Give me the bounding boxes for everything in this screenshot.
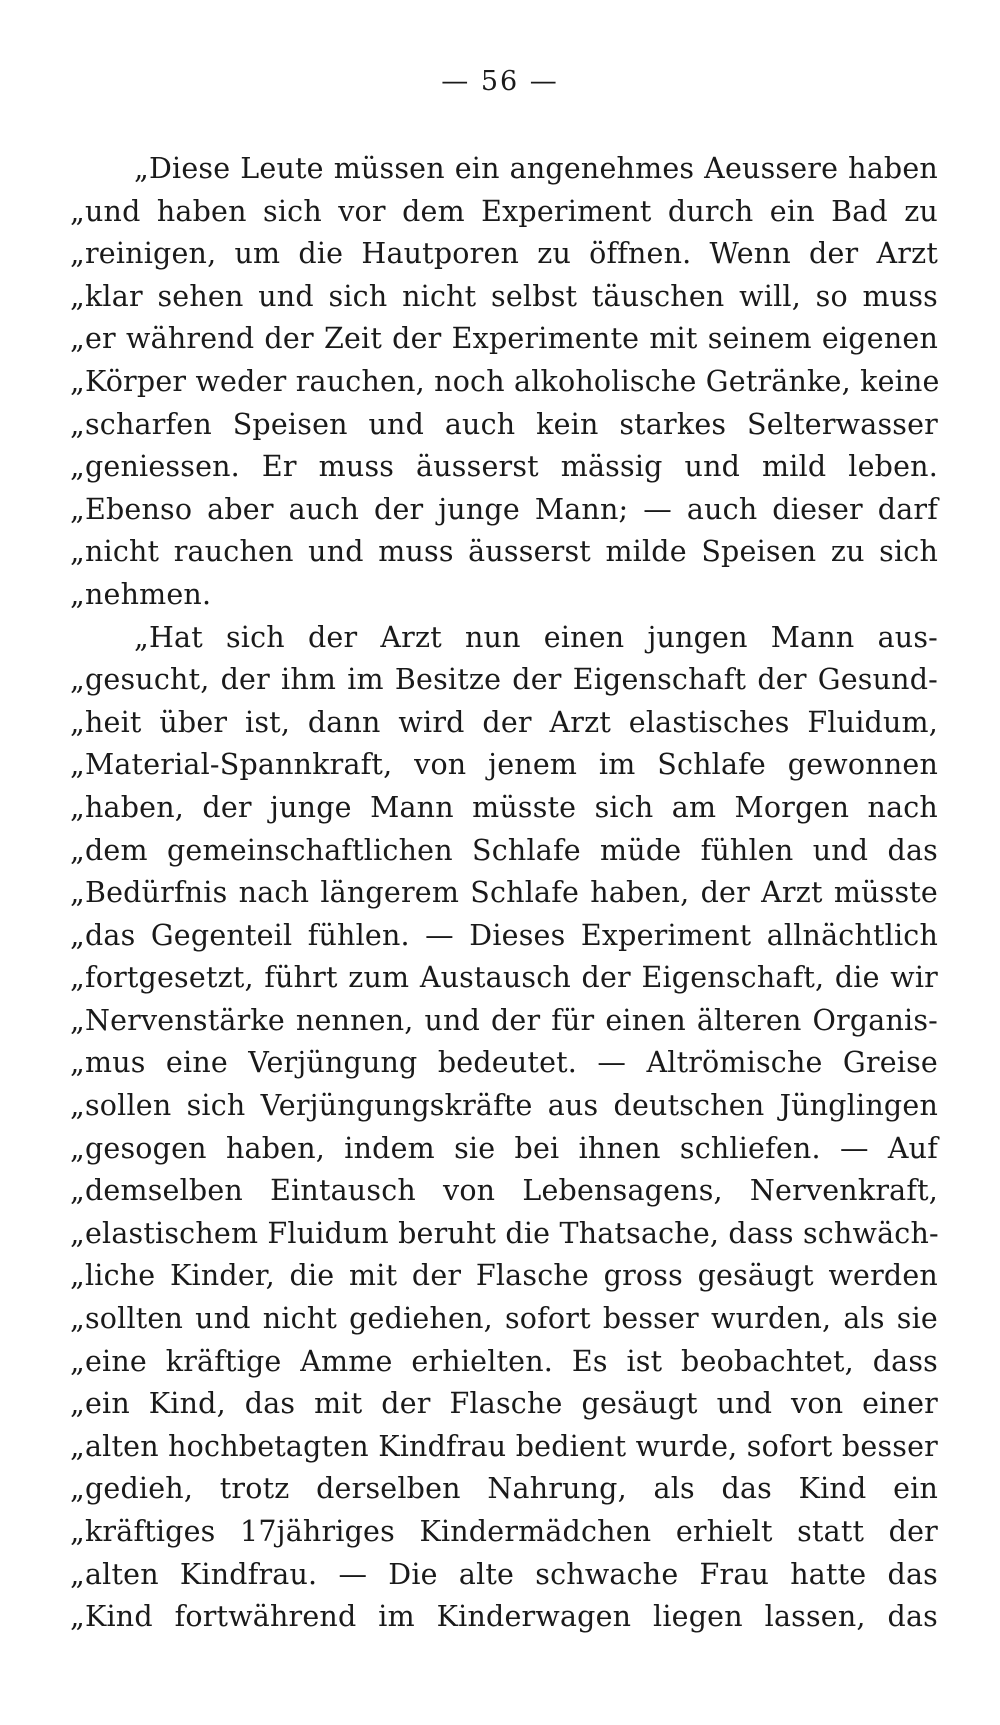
text-line: „gedieh, trotz derselben Nahrung, als das Kind ein bbox=[70, 1472, 938, 1506]
text-line: „sollen sich Verjüngungskräfte aus deutschen Jünglingen bbox=[70, 1089, 938, 1123]
text-line: „heit über ist, dann wird der Arzt elastisches Fluidum, bbox=[70, 705, 938, 739]
text-line: „demselben Eintausch von Lebensagens, Nervenkraft, bbox=[70, 1174, 938, 1208]
text-line: „und haben sich vor dem Experiment durch ein Bad zu bbox=[70, 194, 938, 228]
text-line: „mus eine Verjüngung bedeutet. — Altrömische Greise bbox=[70, 1046, 938, 1080]
text-line: „scharfen Speisen und auch kein starkes Selterwasser bbox=[70, 407, 938, 441]
page-number: — 56 — bbox=[441, 66, 559, 97]
text-line: „Diese Leute müssen ein angenehmes Aeussere haben bbox=[134, 152, 938, 185]
text-line: „nehmen. bbox=[70, 577, 212, 611]
text-line: „Nervenstärke nennen, und der für einen älteren Organis- bbox=[70, 1003, 938, 1037]
text-line: „alten hochbetagten Kindfrau bedient wurde, sofort besser bbox=[70, 1429, 938, 1463]
text-line: „klar sehen und sich nicht selbst täuschen will, so muss bbox=[70, 279, 938, 313]
text-line: „kräftiges 17jähriges Kindermädchen erhielt statt der bbox=[70, 1515, 938, 1548]
text-line: „Körper weder rauchen, noch alkoholische Getränke, keine bbox=[70, 364, 940, 398]
text-line: „Hat sich der Arzt nun einen jungen Mann aus- bbox=[134, 620, 938, 654]
text-line: „reinigen, um die Hautporen zu öffnen. Wenn der Arzt bbox=[70, 237, 938, 271]
text-line: „eine kräftige Amme erhielten. Es ist beobachtet, dass bbox=[70, 1344, 938, 1378]
text-line: „Material-Spannkraft, von jenem im Schlafe gewonnen bbox=[70, 748, 938, 782]
body-text bbox=[70, 148, 938, 1639]
text-line: „das Gegenteil fühlen. — Dieses Experiment allnächtlich bbox=[70, 918, 938, 952]
text-line: „liche Kinder, die mit der Flasche gross gesäugt werden bbox=[70, 1259, 938, 1293]
text-line: „haben, der junge Mann müsste sich am Morgen nach bbox=[70, 790, 938, 824]
text-line: „nicht rauchen und muss äusserst milde Speisen zu sich bbox=[70, 535, 938, 569]
text-line: „alten Kindfrau. — Die alte schwache Frau hatte das bbox=[70, 1557, 938, 1591]
text-line: „Bedürfnis nach längerem Schlafe haben, der Arzt müsste bbox=[70, 876, 938, 910]
text-line: „ein Kind, das mit der Flasche gesäugt und von einer bbox=[70, 1387, 938, 1421]
text-line: „gesucht, der ihm im Besitze der Eigenschaft der Gesund- bbox=[70, 663, 938, 697]
text-line: „Kind fortwährend im Kinderwagen liegen lassen, das bbox=[70, 1600, 938, 1634]
text-line: „Ebenso aber auch der junge Mann; — auch dieser darf bbox=[70, 492, 938, 526]
text-line: „elastischem Fluidum beruht die Thatsache, dass schwäch- bbox=[70, 1216, 939, 1250]
text-line: „sollten und nicht gediehen, sofort besser wurden, als sie bbox=[70, 1302, 938, 1336]
text-line: „gesogen haben, indem sie bei ihnen schliefen. — Auf bbox=[70, 1131, 938, 1165]
text-line: „dem gemeinschaftlichen Schlafe müde fühlen und das bbox=[70, 833, 938, 867]
text-line: „geniessen. Er muss äusserst mässig und mild leben. bbox=[70, 450, 938, 484]
text-line: „er während der Zeit der Experimente mit seinem eigenen bbox=[70, 322, 938, 356]
text-line: „fortgesetzt, führt zum Austausch der Eigenschaft, die wir bbox=[70, 961, 938, 995]
